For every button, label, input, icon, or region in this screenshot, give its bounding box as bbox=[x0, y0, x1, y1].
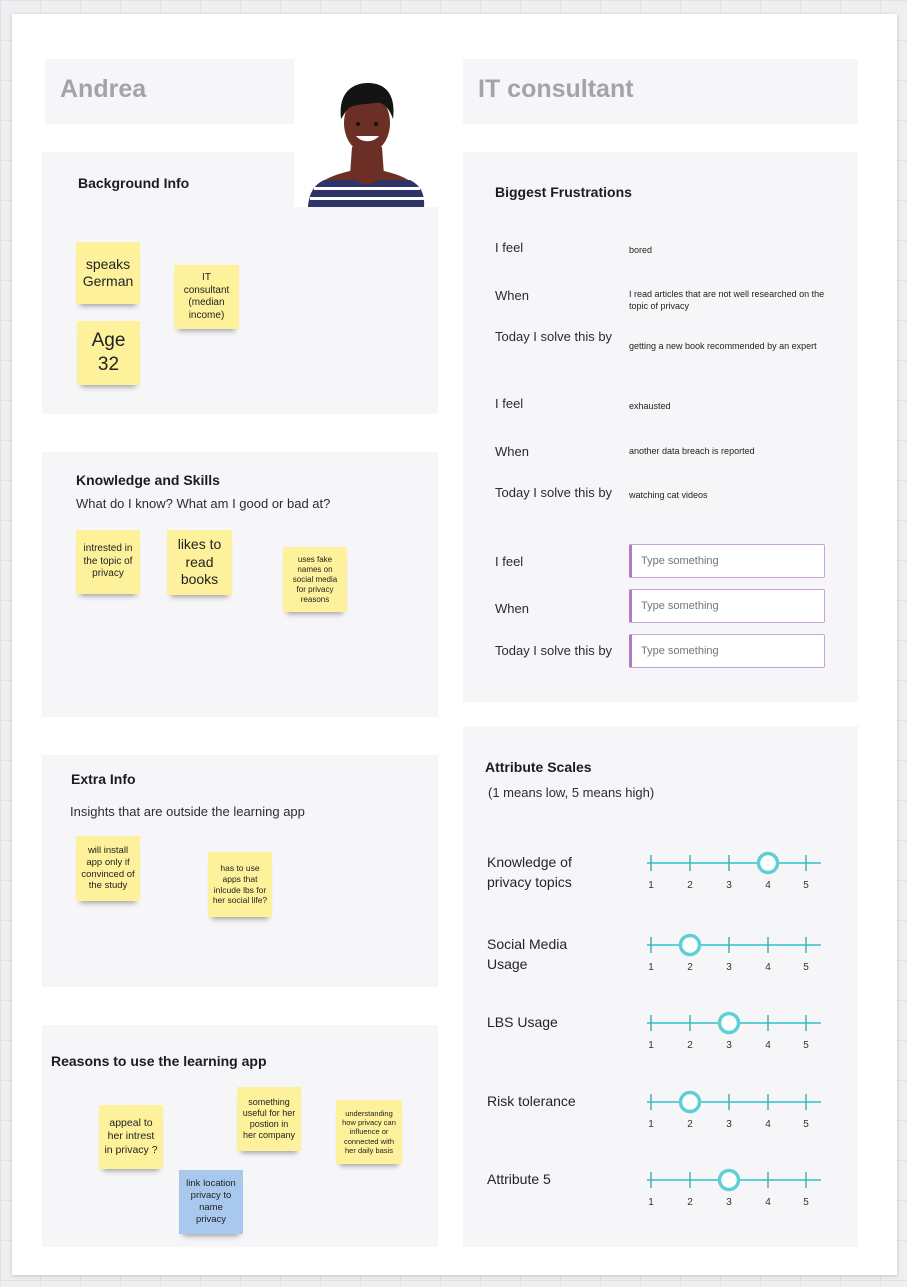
avatar bbox=[294, 59, 440, 207]
scale-tick-label: 5 bbox=[803, 1040, 809, 1051]
knowledge-skills-heading: Knowledge and Skills bbox=[76, 472, 220, 488]
scale-knob bbox=[681, 1093, 700, 1112]
scale-tick-label: 1 bbox=[648, 962, 654, 973]
scale-tick-label: 5 bbox=[803, 1197, 809, 1208]
frustration-3-feel-input[interactable] bbox=[629, 544, 825, 578]
scale-tick-label: 5 bbox=[803, 962, 809, 973]
frustration-2-feel-label: I feel bbox=[495, 396, 524, 411]
avatar-illustration bbox=[294, 59, 440, 207]
background-info-heading: Background Info bbox=[78, 175, 190, 191]
sticky-note-fake-names[interactable]: uses fake names on social media for privacy reasons bbox=[283, 547, 347, 612]
scale-tick-label: 3 bbox=[726, 1040, 732, 1051]
frustration-1-when-label: When bbox=[495, 288, 529, 303]
frustration-1-feel-label: I feel bbox=[495, 240, 524, 255]
persona-occupation[interactable]: IT consultant bbox=[478, 75, 634, 103]
scale-slider-1[interactable] bbox=[643, 852, 819, 898]
reasons-heading: Reasons to use the learning app bbox=[51, 1053, 267, 1069]
frustration-1-feel-value[interactable]: bored bbox=[629, 245, 653, 255]
scale-tick-label: 3 bbox=[726, 880, 732, 891]
scale-tick-label: 2 bbox=[687, 1197, 693, 1208]
scale-slider-4[interactable] bbox=[643, 1091, 819, 1137]
scale-tick-label: 4 bbox=[765, 880, 771, 891]
knowledge-skills-subtitle: What do I know? What am I good or bad at? bbox=[76, 496, 331, 511]
scale-tick-label: 5 bbox=[803, 880, 809, 891]
background-info-panel-lower bbox=[294, 207, 438, 414]
scale-slider-5[interactable] bbox=[643, 1169, 819, 1215]
persona-name[interactable]: Andrea bbox=[60, 75, 147, 103]
frustration-1-when-value[interactable]: I read articles that are not well researched on the topic of privacy bbox=[629, 289, 825, 312]
scale-tick-label: 1 bbox=[648, 880, 654, 891]
persona-board bbox=[12, 14, 897, 1275]
sticky-note-age[interactable]: Age 32 bbox=[77, 321, 140, 385]
frustration-3-when-input[interactable] bbox=[629, 589, 825, 623]
scale-label-5: Attribute 5 bbox=[487, 1171, 551, 1187]
scale-tick-label: 3 bbox=[726, 962, 732, 973]
scale-tick-label: 3 bbox=[726, 1197, 732, 1208]
scale-label-2: Social Media Usage bbox=[487, 936, 568, 973]
frustration-2-feel-value[interactable]: exhausted bbox=[629, 401, 671, 411]
frustration-2-solve-value[interactable]: watching cat videos bbox=[629, 490, 708, 500]
scale-tick-label: 2 bbox=[687, 1119, 693, 1130]
scale-label-4: Risk tolerance bbox=[487, 1093, 576, 1109]
sticky-note-speaks-german[interactable]: speaks German bbox=[76, 242, 140, 304]
scale-tick-label: 4 bbox=[765, 1040, 771, 1051]
scale-label-1: Knowledge of privacy topics bbox=[487, 854, 572, 891]
frustrations-heading: Biggest Frustrations bbox=[495, 184, 632, 200]
attribute-scales-heading: Attribute Scales bbox=[485, 759, 592, 775]
sticky-note-it-consultant[interactable]: IT consultant (median income) bbox=[174, 265, 239, 329]
sticky-note-useful-position[interactable]: something useful for her postion in her company bbox=[237, 1087, 301, 1151]
scale-tick-label: 2 bbox=[687, 880, 693, 891]
sticky-note-install-app[interactable]: will install app only if convinced of the study bbox=[76, 836, 140, 901]
scale-tick-label: 2 bbox=[687, 962, 693, 973]
attribute-scales-subtitle: (1 means low, 5 means high) bbox=[488, 785, 655, 800]
frustration-1-solve-value[interactable]: getting a new book recommended by an expert bbox=[629, 341, 817, 351]
frustration-3-solve-label: Today I solve this by bbox=[495, 643, 613, 658]
frustration-3-solve-input[interactable] bbox=[629, 634, 825, 668]
scale-tick-label: 3 bbox=[726, 1119, 732, 1130]
scale-tick-label: 1 bbox=[648, 1197, 654, 1208]
frustration-1-solve-label: Today I solve this by bbox=[495, 329, 613, 344]
scale-knob bbox=[681, 936, 700, 955]
frustration-2-solve-label: Today I solve this by bbox=[495, 485, 613, 500]
sticky-note-privacy-interest[interactable]: intrested in the topic of privacy bbox=[76, 530, 140, 594]
scale-tick-label: 4 bbox=[765, 962, 771, 973]
frustration-3-when-label: When bbox=[495, 601, 529, 616]
scale-tick-label: 2 bbox=[687, 1040, 693, 1051]
sticky-note-lbs-apps[interactable]: has to use apps that inlcude lbs for her social life? bbox=[208, 852, 272, 917]
sticky-note-daily-basis[interactable]: understanding how privacy can influence or connected with her daily basis bbox=[336, 1100, 402, 1164]
sticky-note-appeal[interactable]: appeal to her intrest in privacy ? bbox=[99, 1105, 163, 1169]
scale-tick-label: 1 bbox=[648, 1119, 654, 1130]
extra-info-subtitle: Insights that are outside the learning app bbox=[70, 804, 305, 819]
scale-label-3: LBS Usage bbox=[487, 1014, 558, 1030]
scale-tick-label: 1 bbox=[648, 1040, 654, 1051]
scale-knob bbox=[720, 1171, 739, 1190]
scale-knob bbox=[759, 854, 778, 873]
frustration-2-when-label: When bbox=[495, 444, 529, 459]
frustration-2-when-value[interactable]: another data breach is reported bbox=[629, 446, 755, 456]
scale-tick-label: 4 bbox=[765, 1119, 771, 1130]
extra-info-heading: Extra Info bbox=[71, 771, 136, 787]
scale-tick-label: 5 bbox=[803, 1119, 809, 1130]
sticky-note-link-location[interactable]: link location privacy to name privacy bbox=[179, 1170, 243, 1234]
scale-slider-2[interactable] bbox=[643, 934, 819, 980]
frustration-3-feel-label: I feel bbox=[495, 554, 524, 569]
sticky-note-likes-books[interactable]: likes to read books bbox=[167, 530, 232, 595]
scale-slider-3[interactable] bbox=[643, 1012, 819, 1058]
scale-tick-label: 4 bbox=[765, 1197, 771, 1208]
scale-knob bbox=[720, 1014, 739, 1033]
